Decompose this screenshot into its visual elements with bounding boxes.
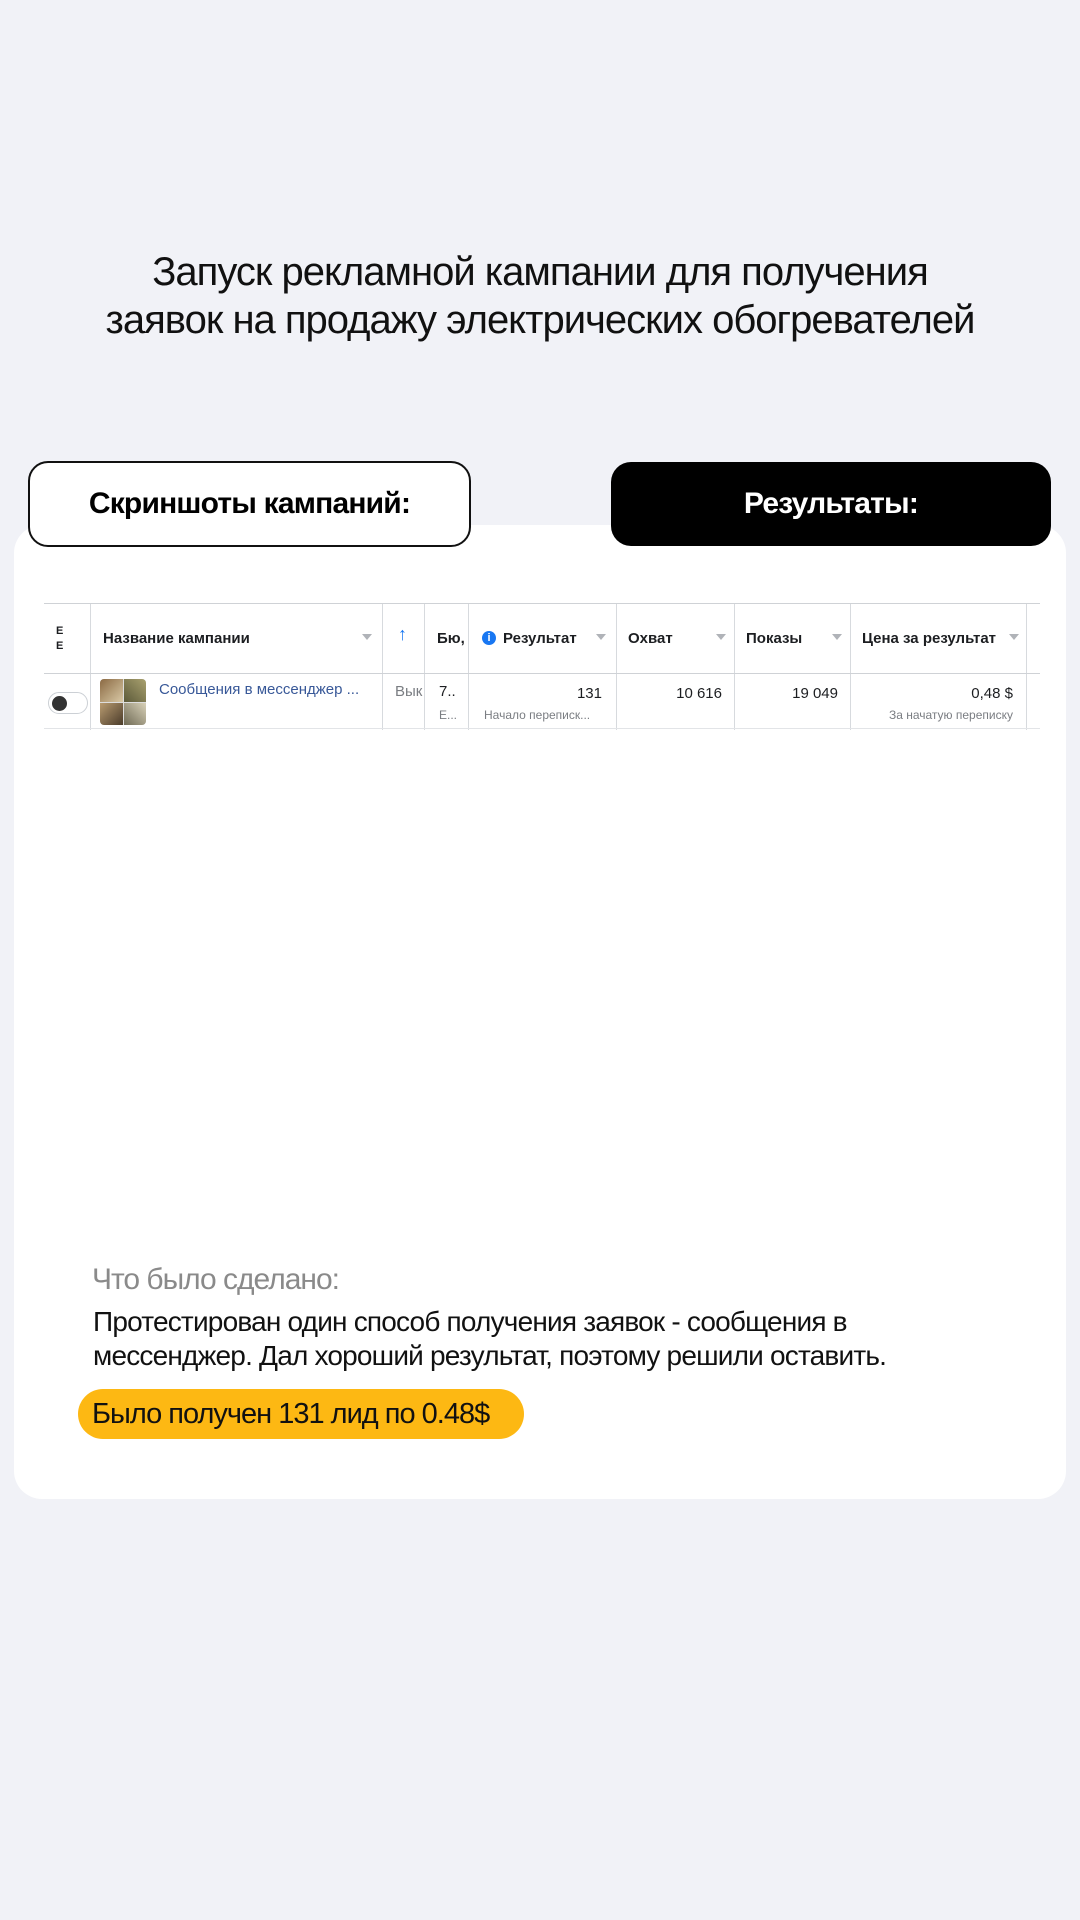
toggle-knob — [52, 696, 67, 711]
cost-sub: За начатую переписку — [888, 708, 1013, 722]
campaign-thumbnail — [100, 679, 146, 725]
sort-icon[interactable] — [1009, 634, 1019, 640]
headline-line-1: Запуск рекламной кампании для получения — [152, 250, 928, 294]
description-line-2: мессенджер. Дал хороший результат, поэтому решили оставить. — [93, 1340, 887, 1371]
impressions-value: 19 049 — [792, 685, 838, 702]
sort-icon[interactable] — [716, 634, 726, 640]
sort-icon[interactable] — [832, 634, 842, 640]
header-e: Е Е — [56, 625, 64, 652]
campaign-toggle[interactable] — [48, 692, 88, 714]
tab-screenshots[interactable]: Скриншоты кампаний: — [28, 461, 471, 547]
header-budget[interactable]: Бю, — [437, 630, 465, 647]
info-icon[interactable]: i — [482, 631, 496, 645]
sort-icon[interactable] — [596, 634, 606, 640]
headline-line-2: заявок на продажу электрических обогревателей — [105, 298, 975, 342]
result-highlight: Было получен 131 лид по 0.48$ — [78, 1389, 524, 1439]
table-header-row — [44, 604, 1040, 674]
sort-arrow-icon[interactable]: ↑ — [398, 624, 407, 644]
header-impressions[interactable]: Показы — [746, 630, 803, 647]
header-result[interactable]: Результат — [503, 630, 577, 647]
header-reach[interactable]: Охват — [628, 630, 673, 647]
sort-icon[interactable] — [362, 634, 372, 640]
header-campaign-name[interactable]: Название кампании — [103, 630, 250, 647]
tab-results[interactable]: Результаты: — [611, 462, 1051, 546]
description-text — [93, 1305, 1023, 1373]
campaign-table — [44, 603, 1040, 729]
description-label: Что было сделано: — [92, 1263, 339, 1296]
result-value: 131 — [576, 685, 602, 702]
reach-value: 10 616 — [676, 685, 722, 702]
budget-sub: Е... — [439, 708, 458, 722]
campaign-name-link[interactable]: Сообщения в мессенджер ... — [159, 681, 360, 698]
result-sub: Начало переписк... — [484, 708, 591, 722]
description-line-1: Протестирован один способ получения заявок - сообщения в — [93, 1306, 847, 1337]
table-row — [44, 675, 1040, 729]
budget-value: 7.. — [439, 683, 456, 700]
header-cost-per-result[interactable]: Цена за результат — [862, 630, 997, 647]
page-headline — [40, 248, 1040, 344]
delivery-status: Вык — [395, 683, 423, 700]
cost-value: 0,48 $ — [971, 685, 1013, 702]
